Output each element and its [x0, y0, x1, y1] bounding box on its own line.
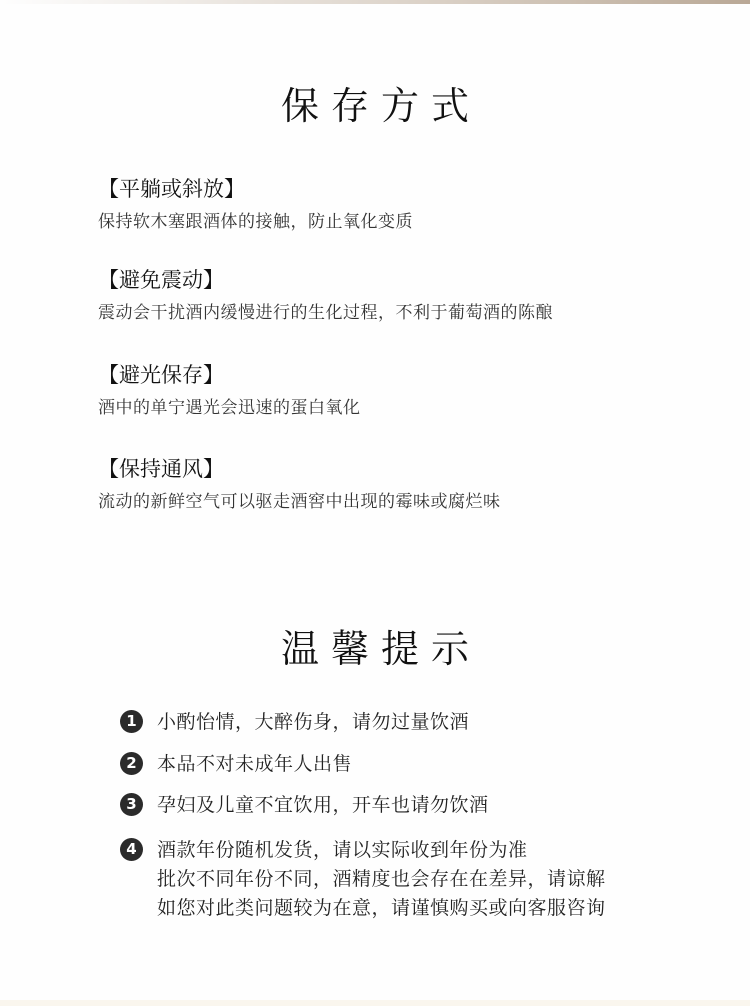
tip-text: 本品不对未成年人出售 — [157, 753, 353, 775]
tip-number-badge: 2 — [120, 752, 143, 775]
storage-item-description: 保持软木塞跟酒体的接触，防止氧化变质 — [98, 212, 413, 232]
tips-section-title: 温馨提示 — [280, 627, 481, 671]
storage-item — [98, 266, 698, 325]
tip-text: 孕妇及儿童不宜饮用，开车也请勿饮酒 — [157, 794, 489, 816]
storage-item-description: 震动会干扰酒内缓慢进行的生化过程，不利于葡萄酒的陈酿 — [98, 303, 553, 323]
tip-text: 酒款年份随机发货，请以实际收到年份为准 — [157, 839, 528, 861]
storage-section-title: 保存方式 — [280, 84, 481, 128]
top-decorative-rule — [0, 0, 750, 4]
storage-item — [98, 361, 698, 420]
tip-text: 小酌怡情，大醉伤身，请勿过量饮酒 — [157, 711, 470, 733]
storage-item-heading: 【避免震动】 — [98, 268, 224, 292]
storage-item — [98, 175, 698, 234]
tip-text: 批次不同年份不同，酒精度也会存在在差异，请谅解 — [157, 868, 606, 890]
tip-number-badge: 1 — [120, 710, 143, 733]
storage-item-heading: 【平躺或斜放】 — [98, 177, 245, 201]
storage-item — [98, 455, 698, 514]
bottom-decorative-rule — [0, 1000, 750, 1006]
storage-item-description: 酒中的单宁遇光会迅速的蛋白氧化 — [98, 398, 361, 418]
tip-text: 如您对此类问题较为在意，请谨慎购买或向客服咨询 — [157, 897, 606, 919]
tip-number-badge: 4 — [120, 838, 143, 861]
storage-item-heading: 【保持通风】 — [98, 457, 224, 481]
storage-item-heading: 【避光保存】 — [98, 363, 224, 387]
storage-item-description: 流动的新鲜空气可以驱走酒窖中出现的霉味或腐烂味 — [98, 492, 501, 512]
tip-number-badge: 3 — [120, 793, 143, 816]
